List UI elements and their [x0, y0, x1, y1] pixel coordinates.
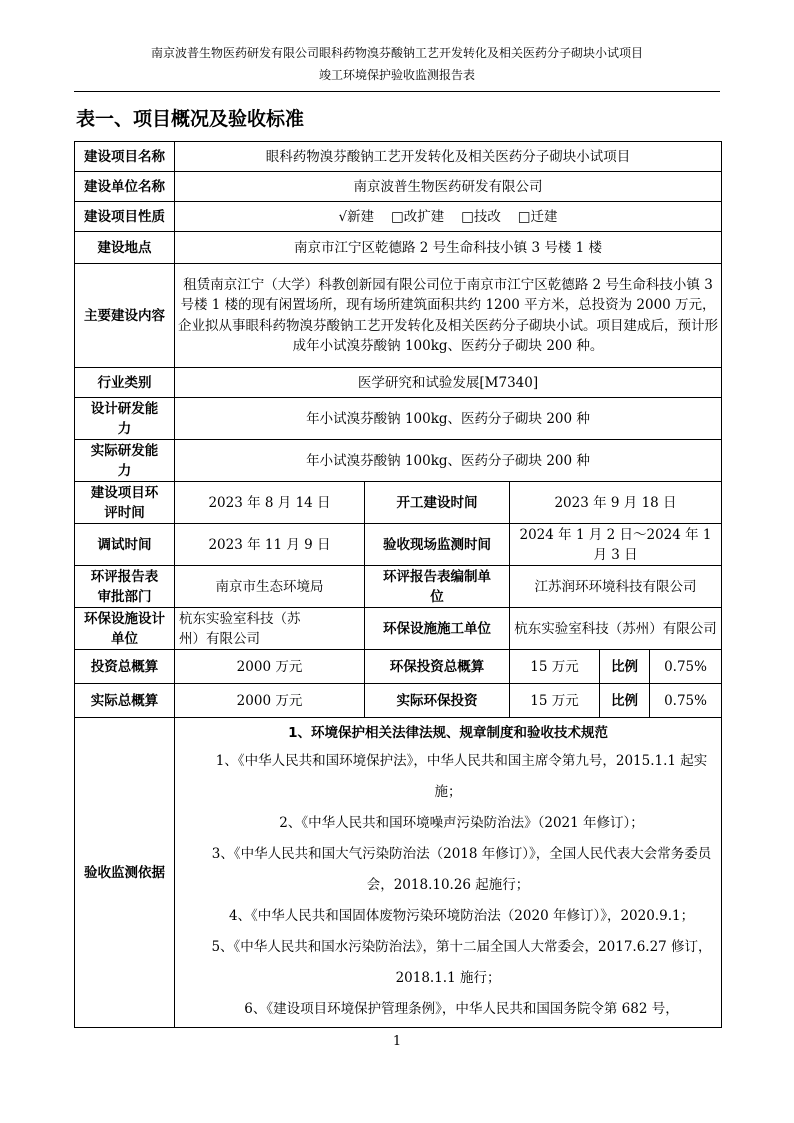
- table-row: [75, 718, 722, 1028]
- construct-unit-label: [365, 608, 510, 650]
- monitor-time-value: 2024 年 1 月 2 日～2024 年 1 月 3 日: [510, 524, 722, 566]
- basis-item: 2、《中华人民共和国环境噪声污染防治法》（2021 年修订）；: [279, 815, 644, 831]
- design-capacity-label: [75, 398, 175, 440]
- approve-dept-value: 南京市生态环境局: [175, 566, 365, 608]
- table-row: [75, 650, 722, 684]
- table-row: [75, 368, 722, 398]
- design-capacity-label-text: 设计研发能力: [90, 400, 159, 437]
- report-header-line2: 竣工环境保护验收监测报告表: [318, 68, 475, 82]
- table-row: [75, 172, 722, 202]
- env-invest-total-value: 15 万元: [510, 650, 600, 684]
- invest-total-value: 2000 万元: [175, 650, 365, 684]
- table-row: [75, 264, 722, 368]
- eia-time-label: [75, 482, 175, 524]
- start-time-label: 开工建设时间: [365, 482, 510, 524]
- page-number: 1: [392, 1034, 402, 1049]
- design-unit-label-text: 环保设施设计单位: [84, 610, 165, 647]
- ratio-value-1: 0.75%: [650, 650, 722, 684]
- actual-capacity-value: 年小试溴芬酸钠 100kg、医药分子砌块 200 种: [175, 440, 722, 482]
- eia-time-value: 2023 年 8 月 14 日: [175, 482, 365, 524]
- table-row: [75, 566, 722, 608]
- start-time-value: 2023 年 9 月 18 日: [510, 482, 722, 524]
- basis-item: 6、《建设项目环境保护管理条例》，中华人民共和国国务院令第 682 号，: [244, 1001, 679, 1017]
- nature-option-new: √新建: [338, 208, 375, 225]
- table-row: [75, 202, 722, 232]
- actual-total-value: 2000 万元: [175, 684, 365, 718]
- industry-label: 行业类别: [75, 368, 175, 398]
- table-row: [75, 482, 722, 524]
- env-invest-total-label: 环保投资总概算: [365, 650, 510, 684]
- actual-capacity-label-text: 实际研发能力: [90, 442, 159, 479]
- table-row: [75, 398, 722, 440]
- table-row: [75, 232, 722, 264]
- table-row: [75, 608, 722, 650]
- nature-option-expand: □改扩建: [390, 208, 445, 225]
- monitor-time-label: 验收现场监测时间: [365, 524, 510, 566]
- basis-item: 3、《中华人民共和国大气污染防治法（2018 年修订）》，全国人民代表大会常务委员会，2018.10.26 起施行；: [211, 846, 712, 893]
- eia-time-label-text: 建设项目环评时间: [90, 484, 159, 521]
- ratio-value-2: 0.75%: [650, 684, 722, 718]
- actual-total-label: 实际总概算: [75, 684, 175, 718]
- location-value: 南京市江宁区乾德路 2 号生命科技小镇 3 号楼 1 楼: [175, 232, 722, 264]
- report-header-line1: 南京波普生物医药研发有限公司眼科药物溴芬酸钠工艺开发转化及相关医药分子砌块小试项目: [150, 46, 643, 60]
- table-row: [75, 524, 722, 566]
- table-row: [75, 142, 722, 172]
- table-row: [75, 440, 722, 482]
- construct-unit-label-text: 环保设施施工单位: [383, 620, 491, 637]
- compile-unit-value: 江苏润环环境科技有限公司: [510, 566, 722, 608]
- project-name-value: 眼科药物溴芬酸钠工艺开发转化及相关医药分子砌块小试项目: [175, 142, 722, 172]
- debug-time-value: 2023 年 11 月 9 日: [175, 524, 365, 566]
- table-row: [75, 684, 722, 718]
- basis-label: 验收监测依据: [75, 718, 175, 1028]
- header-divider: [74, 91, 720, 92]
- basis-content: [175, 718, 722, 1028]
- design-unit-value: 杭东实验室科技（苏州）有限公司: [175, 608, 365, 650]
- invest-total-label: 投资总概算: [75, 650, 175, 684]
- section-title: 表一、项目概况及验收标准: [76, 108, 305, 130]
- actual-capacity-label: [75, 440, 175, 482]
- basis-item: 5、《中华人民共和国水污染防治法》，第十二届全国人大常委会，2017.6.27 修订，2018.1.1 施行；: [211, 939, 712, 986]
- basis-heading: 1、环境保护相关法律法规、规章制度和验收技术规范: [288, 725, 608, 741]
- design-capacity-value: 年小试溴芬酸钠 100kg、医药分子砌块 200 种: [175, 398, 722, 440]
- basis-item: 4、《中华人民共和国固体废物污染环境防治法（2020 年修订）》，2020.9.1；: [228, 908, 695, 924]
- nature-option-relocate: □迁建: [517, 208, 558, 225]
- compile-unit-label-text: 环评报告表编制单位: [383, 568, 491, 605]
- content-value: 租赁南京江宁（大学）科教创新园有限公司位于南京市江宁区乾德路 2 号生命科技小镇 3 号楼 1 楼的现有闲置场所，现有场所建筑面积共约 1200 平方米，总投资为 2000 万元，企业拟从事眼科药物溴芬酸钠工艺开发转化及相关医药分子砌块小试。项目建成后，预计形成年小试溴芬酸钠 100kg、医药分子砌块 200 种。: [175, 264, 722, 368]
- content-label: 主要建设内容: [75, 264, 175, 368]
- location-label: 建设地点: [75, 232, 175, 264]
- basis-item: 1、《中华人民共和国环境保护法》，中华人民共和国主席令第九号，2015.1.1 起实施；: [215, 753, 708, 800]
- unit-value: 南京波普生物医药研发有限公司: [175, 172, 722, 202]
- design-unit-label: [75, 608, 175, 650]
- nature-options: [175, 202, 722, 232]
- industry-value: 医学研究和试验发展[M7340]: [175, 368, 722, 398]
- compile-unit-label: [365, 566, 510, 608]
- unit-label: 建设单位名称: [75, 172, 175, 202]
- ratio-label-1: 比例: [600, 650, 650, 684]
- actual-env-label: 实际环保投资: [365, 684, 510, 718]
- approve-dept-label-text: 环评报告表审批部门: [90, 568, 159, 605]
- actual-env-value: 15 万元: [510, 684, 600, 718]
- ratio-label-2: 比例: [600, 684, 650, 718]
- project-overview-table: [74, 141, 722, 1028]
- nature-label: 建设项目性质: [75, 202, 175, 232]
- project-name-label: 建设项目名称: [75, 142, 175, 172]
- debug-time-label: 调试时间: [75, 524, 175, 566]
- approve-dept-label: [75, 566, 175, 608]
- nature-option-tech: □技改: [461, 208, 501, 225]
- construct-unit-value: 杭东实验室科技（苏州）有限公司: [510, 608, 722, 650]
